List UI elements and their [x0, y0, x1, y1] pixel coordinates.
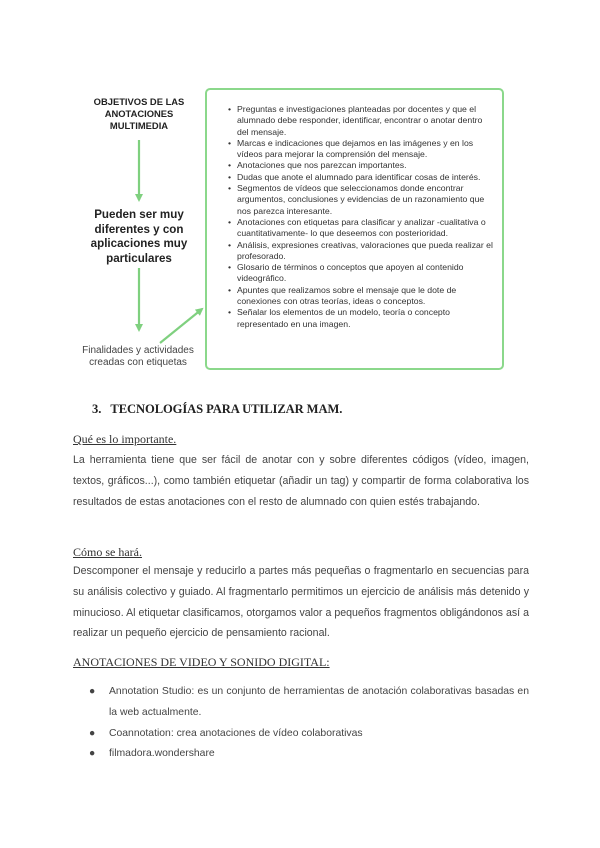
tools-heading: ANOTACIONES DE VIDEO Y SONIDO DIGITAL:: [73, 655, 330, 669]
section-number: 3.: [92, 402, 102, 416]
tool-text: Coannotation: crea anotaciones de vídeo colaborativas: [109, 727, 363, 739]
bullet-icon: ●: [89, 748, 96, 760]
list-item: [73, 744, 529, 765]
lower-title: Finalidades y actividades creadas con etiquetas: [82, 345, 194, 368]
section-heading: [92, 402, 342, 417]
how-heading: Cómo se hará.: [73, 545, 142, 559]
middle-title: Pueden ser muy diferentes y con aplicaciones muy particulares: [90, 208, 188, 265]
objective-item: • Glosario de términos o conceptos que apoyen al contenido videográfico.: [228, 262, 496, 285]
objective-item: • Marcas e indicaciones que dejamos en las imágenes y en los vídeos para mejorar la comprensión del mensaje.: [228, 138, 496, 161]
list-item: [73, 724, 529, 745]
objectives-diagram: [0, 0, 600, 400]
section-title: TECNOLOGÍAS PARA UTILIZAR MAM.: [110, 402, 343, 416]
importance-paragraph: La herramienta tiene que ser fácil de anotar con y sobre diferentes códigos (vídeo, imagen, textos, gráficos...), como también etiquetar (añadir un tag) y compartir de forma colaborativa los resultados de estas anotaciones con el resto de alumnado con quien estés trabajando.: [73, 454, 529, 508]
objective-item: • Segmentos de vídeos que seleccionamos donde encontrar argumentos, conclusiones y evidencias de un razonamiento que nos parezca interesante.: [228, 183, 496, 217]
objective-item: • Dudas que anote el alumnado para identificar cosas de interés.: [228, 172, 496, 183]
tool-text: Annotation Studio: es un conjunto de herramientas de anotación colaborativas basadas en la web actualmente.: [109, 686, 529, 718]
objective-item: • Anotaciones que nos parezcan importantes.: [228, 160, 496, 171]
objective-item: • Anotaciones con etiquetas para clasificar y analizar -cualitativa o cuantitativamente- lo que deseemos con posterioridad.: [228, 217, 496, 240]
how-paragraph: Descomponer el mensaje y reducirlo a partes más pequeñas o fragmentarlo en secuencias para su análisis colectivo y guiado. Al fragmentarlo permitimos un ejercicio de análisis más detenido y minucioso. Al etiquetar clasificamos, otorgamos valor a pequeños fragmentos obligándonos así a realizar un pequeño ejercicio de pensamiento racional.: [73, 565, 529, 640]
list-item: [73, 682, 529, 724]
bullet-icon: ●: [89, 686, 96, 697]
objectives-list: [228, 104, 496, 330]
objective-item: • Señalar los elementos de un modelo, teoría o concepto representado en una imagen.: [228, 307, 496, 330]
importance-heading: Qué es lo importante.: [73, 432, 177, 446]
objectives-title: OBJETIVOS DE LAS ANOTACIONES MULTIMEDIA: [93, 96, 185, 131]
arrow-diagonal: [160, 309, 202, 343]
bullet-icon: ●: [89, 727, 96, 739]
objective-item: • Análisis, expresiones creativas, valoraciones que pueda realizar el profesorado.: [228, 240, 496, 263]
tools-list: [73, 682, 529, 765]
objective-item: • Apuntes que realizamos sobre el mensaje que le dote de conexiones con otras teorías, ideas o conceptos.: [228, 285, 496, 308]
objective-item: • Preguntas e investigaciones planteadas por docentes y que el alumnado debe responder, identificar, encontrar o anotar dentro del mensaje.: [228, 104, 496, 138]
tool-text: filmadora.wondershare: [109, 748, 215, 760]
